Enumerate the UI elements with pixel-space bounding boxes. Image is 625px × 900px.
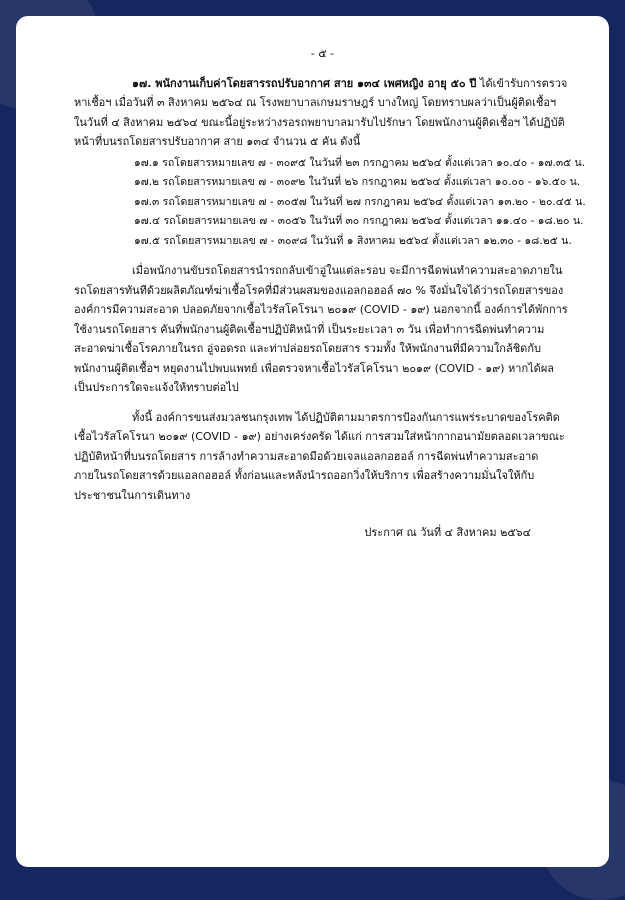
bus-item: ๑๗.๓ รถโดยสารหมายเลข ๗ - ๓๐๕๗ ในวันที่ ๒๗ กรกฎาคม ๒๕๖๔ ตั้งแต่เวลา ๑๓.๒๐ - ๒๐.๔๕ น. — [134, 195, 586, 208]
announcement-date: ประกาศ ณ วันที่ ๔ สิงหาคม ๒๕๖๔ — [364, 526, 531, 539]
document-page — [16, 16, 609, 867]
bus-item: ๑๗.๔ รถโดยสารหมายเลข ๗ - ๓๐๕๖ ในวันที่ ๓๐ กรกฎาคม ๒๕๖๔ ตั้งแต่เวลา ๑๑.๔๐ - ๑๘.๒๐ น. — [134, 215, 584, 227]
bus-item: ๑๗.๕ รถโดยสารหมายเลข ๗ - ๓๐๙๘ ในวันที่ ๑ สิงหาคม ๒๕๖๔ ตั้งแต่เวลา ๑๒.๓๐ - ๑๘.๒๕ น. — [134, 234, 572, 247]
bus-item: ๑๗.๑ รถโดยสารหมายเลข ๗ - ๓๐๙๕ ในวันที่ ๒๓ กรกฎาคม ๒๕๖๔ ตั้งแต่เวลา ๑๐.๔๐ - ๑๗.๓๕ น. — [134, 156, 586, 169]
case-paragraph — [74, 74, 571, 152]
case-body: ได้เข้ารับการตรวจหาเชื้อฯ เมื่อวันที่ ๓ สิงหาคม ๒๕๖๔ ณ โรงพยาบาลเกษมราษฎร์ บางใหญ่ โดยทราบผลว่าเป็นผู้ติดเชื้อฯ ในวันที่ ๔ สิงหาคม ๒๕๖๔ ขณะนี้อยู่ระหว่างรอรถพยาบาลมารับไปรักษา โดยพนักงานผู้ติดเชื้อฯ ได้ปฏิบัติหน้าที่บนรถโดยสารปรับอากาศ สาย ๑๓๔ จำนวน ๕ คัน ดังนี้ — [74, 76, 568, 148]
bus-item: ๑๗.๒ รถโดยสารหมายเลข ๗ - ๓๐๙๒ ในวันที่ ๒๖ กรกฎาคม ๒๕๖๔ ตั้งแต่เวลา ๑๐.๐๐ - ๑๖.๕๐ น. — [134, 176, 581, 188]
cleaning-paragraph: เมื่อพนักงานขับรถโดยสารนำรถกลับเข้าอู่ในแต่ละรอบ จะมีการฉีดพ่นทำความสะอาดภายในรถโดยสารทันทีด้วยผลิตภัณฑ์ฆ่าเชื้อโรคที่มีส่วนผสมของแอลกอฮอล์ ๗๐ % จึงมั่นใจได้ว่ารถโดยสารขององค์การมีความสะอาด ปลอดภัยจากเชื้อไวรัสโคโรนา ๒๐๑๙ (COVID - ๑๙) นอกจากนี้ องค์การได้พักการใช้งานรถโดยสาร คันที่พนักงานผู้ติดเชื้อฯปฏิบัติหน้าที่ เป็นระยะเวลา ๓ วัน เพื่อทำการฉีดพ่นทำความสะอาดฆ่าเชื้อโรคภายในรถ อู่จอดรถ และท่าปล่อยรถโดยสาร รวมทั้ง ให้พนักงานที่มีความใกล้ชิดกับพนักงานผู้ติดเชื้อฯ หยุดงานไปพบแพทย์ เพื่อตรวจหาเชื้อไวรัสโคโรนา ๒๐๑๙ (COVID - ๑๙) หากได้ผลเป็นประการใดจะแจ้งให้ทราบต่อไป — [74, 264, 568, 394]
page-number: - ๕ - — [310, 47, 335, 60]
bus-list — [74, 154, 586, 252]
case-title: ๑๗. พนักงานเก็บค่าโดยสารรถปรับอากาศ สาย ๑๓๔ เพศหญิง อายุ ๕๐ ปี — [132, 76, 477, 90]
measures-paragraph: ทั้งนี้ องค์การขนส่งมวลชนกรุงเทพ ได้ปฏิบัติตามมาตรการป้องกันการแพร่ระบาดของโรคติดเชื้อไวรัสโคโรนา ๒๐๑๙ (COVID - ๑๙) อย่างเคร่งครัด ได้แก่ การสวมใส่หน้ากากอนามัยตลอดเวลาขณะปฏิบัติหน้าที่บนรถโดยสาร การล้างทำความสะอาดมือด้วยเจลแอลกอฮอล์ การฉีดพ่นทำความสะอาดภายในรถโดยสารด้วยแอลกอฮอล์ ทั้งก่อนและหลังนำรถออกวิ่งให้บริการ เพื่อสร้างความมั่นใจให้กับประชาชนในการเดินทาง — [74, 410, 565, 502]
